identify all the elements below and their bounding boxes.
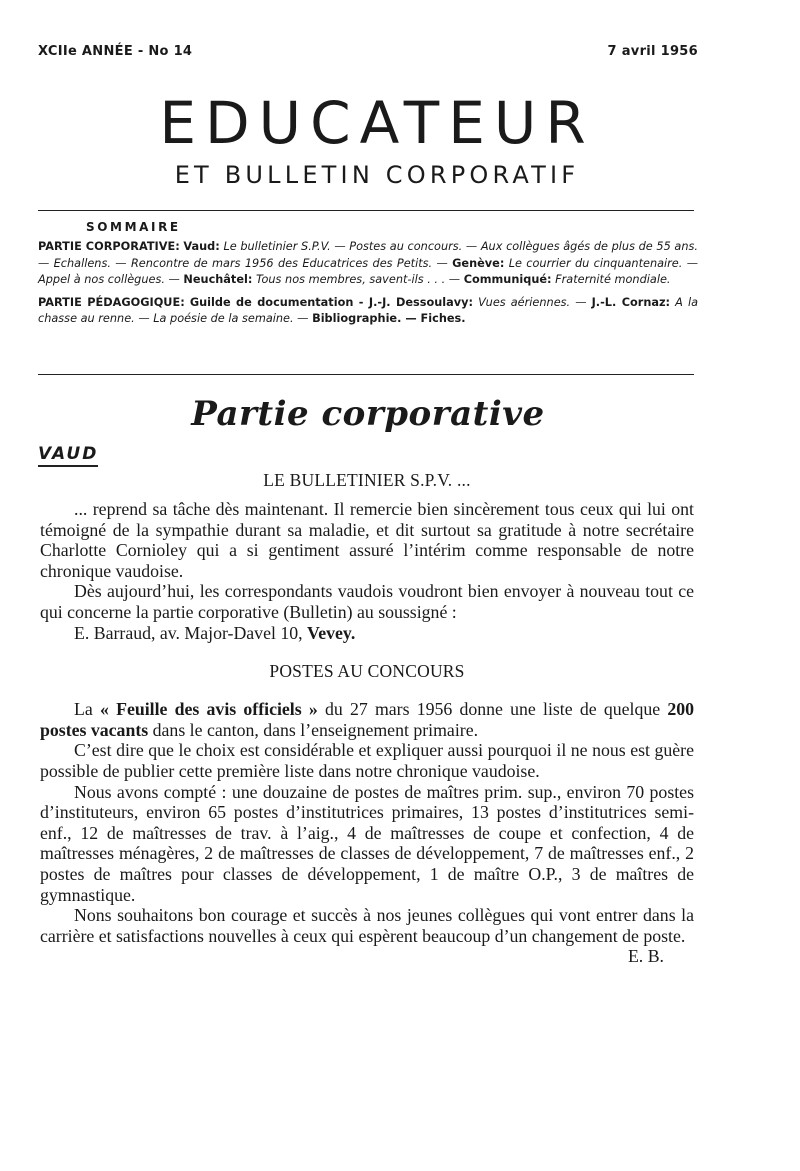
divider-top (38, 210, 694, 211)
address-city: Vevey. (307, 622, 356, 643)
bold-run: « Feuille des avis officiels » (99, 699, 318, 720)
toc-vaud-label: Vaud: (183, 240, 220, 254)
paragraph: C’est dire que le choix est considérable et expliquer aussi pourquoi il ne nous est guère possible de publier cette première liste dans notre chronique vaudoise. (40, 740, 694, 781)
article-body (40, 468, 694, 967)
toc-pedagogique (38, 295, 698, 328)
paragraph: Dès aujourd’hui, les correspondants vaudois voudront bien envoyer à nouveau tout ce qui concerne la partie corporative (Bulletin) au soussigné : (40, 581, 694, 622)
toc-geneve-label: Genève: (452, 256, 505, 270)
toc-heading: SOMMAIRE (86, 220, 181, 234)
section-title: Partie corporative (191, 394, 545, 434)
toc-geneve-text: Le courrier du cinquantenaire. — Appel à nos collègues. — (38, 256, 699, 287)
toc-neuchatel-label: Neuchâtel: (183, 273, 253, 287)
issue-date: 7 avril 1956 (607, 44, 698, 59)
paragraph: Nous avons compté : une douzaine de postes de maîtres prim. sup., environ 70 postes d’instituteurs, environ 65 postes d’institutrices primaires, 13 postes d’institutrices semi-enf., 12 de maîtresses de trav. à l’aig., 4 de maîtresses de coupe et confection, 4 de maîtresses ménagères, 2 de maîtresses de classes de développement, 7 de maîtresses enf., 2 postes de maîtres pour classes de développement, 1 de maître O.P., 3 de maîtres de gymnastique. (40, 781, 694, 905)
toc-corporative-label: PARTIE CORPORATIVE: (38, 240, 180, 254)
toc-guide-text: Vues aériennes. — (478, 295, 587, 309)
paragraph (40, 699, 694, 740)
toc-cornaz-text: A la chasse au renne. — La poésie de la semaine. — (38, 295, 699, 326)
text-run: La (74, 699, 93, 720)
text-run: dans le canton, dans l’enseignement primaire. (152, 719, 479, 740)
article-heading-bulletinier: LE BULLETINIER S.P.V. ... (263, 470, 471, 490)
region-heading: VAUD (38, 444, 98, 467)
table-of-contents (38, 219, 698, 327)
bold-run: 200 postes vacants (40, 699, 695, 740)
toc-guide: Guilde de documentation - J.-J. Dessoulavy: (189, 295, 474, 309)
toc-neuchatel-text: Tous nos membres, savent-ils . . . — (255, 273, 461, 287)
divider-bottom (38, 374, 694, 375)
address-prefix: E. Barraud, av. Major-Davel 10, (74, 622, 303, 643)
masthead-subtitle: ET BULLETIN CORPORATIF (174, 161, 580, 189)
signature: E. B. (627, 946, 664, 967)
issue-number: XCIIe ANNÉE - No 14 (38, 44, 193, 59)
text-run: du 27 mars 1956 donne une liste de quelque (324, 699, 661, 720)
paragraph: Nons souhaitons bon courage et succès à nos jeunes collègues qui vont entrer dans la carrière et satisfactions nouvelles à ceux qui espèrent beaucoup d’un changement de poste. (40, 905, 694, 946)
toc-cornaz: J.-L. Cornaz: (591, 295, 671, 309)
address-line (40, 623, 694, 644)
toc-corporative (38, 239, 698, 288)
masthead-title: EDUCATEUR (159, 89, 595, 157)
toc-communique-text: Fraternité mondiale. (555, 273, 671, 287)
toc-vaud-text: Le bulletinier S.P.V. — Postes au concours. — Aux collègues âgés de plus de 55 ans. — Echallens. — Rencontre de mars 1956 des Educatrices des Petits. — (38, 240, 698, 270)
toc-biblio: Bibliographie. — Fiches. (312, 312, 466, 326)
article-heading-postes: POSTES AU CONCOURS (269, 661, 465, 682)
toc-communique-label: Communiqué: (463, 273, 552, 287)
issue-line (38, 44, 698, 59)
paragraph: ... reprend sa tâche dès maintenant. Il remercie bien sincèrement tous ceux qui lui ont témoigné de la sympathie durant sa maladie, et dit surtout sa gratitude à notre secrétaire Charlotte Cornioley qui a si gentiment assuré l’intérim comme responsable de notre chronique vaudoise. (40, 499, 694, 581)
toc-pedagogique-label: PARTIE PÉDAGOGIQUE: (38, 295, 185, 309)
